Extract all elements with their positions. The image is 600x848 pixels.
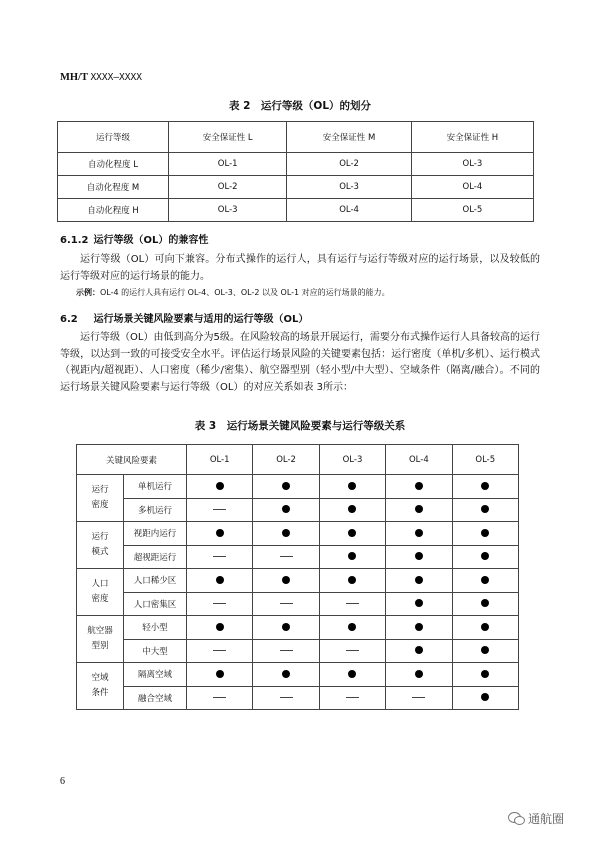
table3-element-cell: 单机运行 — [124, 475, 187, 499]
table3-header-label: 关键风险要素 — [77, 445, 187, 475]
applicable-dot-icon — [415, 529, 423, 537]
table3-mark-cell — [386, 639, 452, 663]
applicable-dot-icon — [216, 482, 224, 490]
table2-cell: OL-3 — [169, 199, 287, 222]
table3-mark-cell — [386, 663, 452, 687]
table3-mark-cell — [319, 663, 385, 687]
table2-cell: OL-3 — [411, 153, 533, 176]
example-label: 示例： — [76, 288, 100, 297]
applicable-dot-icon — [481, 670, 489, 678]
applicable-dot-icon — [348, 529, 356, 537]
section-6-1-2-example — [76, 287, 546, 298]
table2-cell: OL-2 — [287, 153, 411, 176]
applicable-dot-icon — [216, 576, 224, 584]
applicable-dot-icon — [481, 646, 489, 654]
table3-mark-cell — [187, 545, 253, 569]
section-6-1-2-paragraph: 运行等级（OL）可向下兼容。分布式操作的运行人，具有运行与运行等级对应的运行场景，以及较低的运行等级对应的运行场景的能力。 — [60, 254, 540, 282]
table3-mark-cell — [187, 663, 253, 687]
applicable-dot-icon — [348, 623, 356, 631]
table3-header-row — [77, 445, 519, 475]
table2-cell: 自动化程度 H — [58, 199, 169, 222]
table-row — [77, 663, 519, 687]
table3-level-header: OL-3 — [319, 445, 385, 475]
table3-mark-cell — [319, 498, 385, 522]
not-applicable-dash-icon — [213, 509, 226, 510]
table2-cell: OL-4 — [287, 199, 411, 222]
table3-mark-cell — [253, 569, 319, 593]
table3-category-cell: 空域 条件 — [77, 663, 124, 710]
not-applicable-dash-icon — [412, 697, 425, 698]
table3-mark-cell — [452, 639, 518, 663]
section-number: 6.1.2 — [60, 235, 89, 246]
not-applicable-dash-icon — [280, 556, 293, 557]
table2-cell: 自动化程度 M — [58, 176, 169, 199]
table2-cell: OL-3 — [287, 176, 411, 199]
applicable-dot-icon — [282, 529, 290, 537]
table-row — [58, 176, 534, 199]
standard-code-prefix: MH/T — [60, 72, 88, 83]
table2-ol-classification — [57, 121, 534, 222]
table3-mark-cell — [452, 569, 518, 593]
section-number: 6.2 — [60, 314, 78, 325]
table3-mark-cell — [187, 686, 253, 710]
table3-level-header: OL-5 — [452, 445, 518, 475]
table3-mark-cell — [187, 522, 253, 546]
table3-element-cell: 轻小型 — [124, 616, 187, 640]
table-row — [77, 569, 519, 593]
section-title: 运行等级（OL）的兼容性 — [93, 235, 209, 246]
section-6-1-2-heading — [60, 231, 208, 246]
table3-category-cell: 人口 密度 — [77, 569, 124, 616]
applicable-dot-icon — [415, 599, 423, 607]
table2-header-row — [58, 122, 534, 153]
applicable-dot-icon — [481, 552, 489, 560]
table3-mark-cell — [452, 522, 518, 546]
applicable-dot-icon — [216, 623, 224, 631]
table3-mark-cell — [319, 522, 385, 546]
applicable-dot-icon — [415, 482, 423, 490]
table3-category-cell: 运行 密度 — [77, 475, 124, 522]
applicable-dot-icon — [282, 623, 290, 631]
table3-mark-cell — [187, 639, 253, 663]
table3-mark-cell — [319, 686, 385, 710]
table3-mark-cell — [452, 475, 518, 499]
table3-mark-cell — [386, 592, 452, 616]
table3-risk-elements — [76, 444, 519, 710]
applicable-dot-icon — [415, 505, 423, 513]
standard-code — [60, 72, 142, 83]
table3-element-cell: 视距内运行 — [124, 522, 187, 546]
applicable-dot-icon — [282, 670, 290, 678]
table3-mark-cell — [187, 616, 253, 640]
table3-mark-cell — [187, 498, 253, 522]
table3-mark-cell — [386, 686, 452, 710]
table2-cell: 自动化程度 L — [58, 153, 169, 176]
table3-element-cell: 人口稀少区 — [124, 569, 187, 593]
not-applicable-dash-icon — [213, 603, 226, 604]
section-6-2-paragraph: 运行等级（OL）由低到高分为5级。在风险较高的场景开展运行，需要分布式操作运行人具备较高的运行等级，以达到一致的可接受安全水平。评估运行场景风险的关键要素包括：运行密度（单机/多机）、运行模式（视距内/超视距）、人口密度（稀少/密集）、航空器型别（轻小型/中大型）、空域条件（隔离/融合）。不同的运行场景关键风险要素与运行等级（OL）的对应关系如表 3所示： — [60, 332, 540, 393]
table3-mark-cell — [386, 569, 452, 593]
table3-mark-cell — [452, 592, 518, 616]
table-row — [58, 153, 534, 176]
table2-title: 表 2 运行等级（OL）的划分 — [228, 100, 372, 112]
table-row — [77, 522, 519, 546]
not-applicable-dash-icon — [346, 603, 359, 604]
table3-mark-cell — [452, 545, 518, 569]
example-text: OL-4 的运行人具有运行 OL-4、OL-3、OL-2 以及 OL-1 对应的运行场景的能力。 — [100, 288, 390, 297]
applicable-dot-icon — [415, 576, 423, 584]
applicable-dot-icon — [216, 670, 224, 678]
applicable-dot-icon — [216, 529, 224, 537]
applicable-dot-icon — [282, 505, 290, 513]
applicable-dot-icon — [282, 576, 290, 584]
table3-mark-cell — [386, 498, 452, 522]
applicable-dot-icon — [348, 670, 356, 678]
table3-level-header: OL-2 — [253, 445, 319, 475]
table2-cell: OL-2 — [169, 176, 287, 199]
not-applicable-dash-icon — [213, 556, 226, 557]
table2-cell: OL-1 — [169, 153, 287, 176]
table-row — [77, 639, 519, 663]
table3-element-cell: 中大型 — [124, 639, 187, 663]
applicable-dot-icon — [282, 482, 290, 490]
page-number: 6 — [60, 776, 65, 787]
table3-element-cell: 融合空域 — [124, 686, 187, 710]
table3-mark-cell — [253, 475, 319, 499]
table-row — [77, 498, 519, 522]
table3-element-cell: 超视距运行 — [124, 545, 187, 569]
applicable-dot-icon — [348, 552, 356, 560]
table3-mark-cell — [187, 569, 253, 593]
table3-title: 表 3 运行场景关键风险要素与运行等级关系 — [194, 420, 406, 432]
not-applicable-dash-icon — [213, 650, 226, 651]
applicable-dot-icon — [481, 693, 489, 701]
not-applicable-dash-icon — [346, 697, 359, 698]
wechat-icon — [508, 812, 524, 825]
not-applicable-dash-icon — [280, 650, 293, 651]
table3-mark-cell — [319, 475, 385, 499]
applicable-dot-icon — [415, 552, 423, 560]
applicable-dot-icon — [481, 599, 489, 607]
table3-mark-cell — [319, 616, 385, 640]
table3-mark-cell — [253, 498, 319, 522]
table3-element-cell: 人口密集区 — [124, 592, 187, 616]
table-row — [58, 199, 534, 222]
table2-header-cell: 运行等级 — [58, 122, 169, 153]
table3-mark-cell — [452, 686, 518, 710]
table3-mark-cell — [319, 639, 385, 663]
table3-mark-cell — [386, 545, 452, 569]
table2-cell: OL-4 — [411, 176, 533, 199]
table3-mark-cell — [253, 522, 319, 546]
applicable-dot-icon — [415, 623, 423, 631]
table-row — [77, 592, 519, 616]
table3-mark-cell — [452, 663, 518, 687]
table3-mark-cell — [253, 639, 319, 663]
table-row — [77, 475, 519, 499]
table3-mark-cell — [253, 616, 319, 640]
applicable-dot-icon — [348, 576, 356, 584]
table3-mark-cell — [386, 475, 452, 499]
table3-mark-cell — [253, 592, 319, 616]
table3-mark-cell — [253, 663, 319, 687]
table3-mark-cell — [452, 616, 518, 640]
standard-code-number: XXXX—XXXX — [90, 72, 142, 83]
table3-mark-cell — [319, 545, 385, 569]
not-applicable-dash-icon — [213, 697, 226, 698]
watermark-text: 通航圈 — [528, 812, 565, 826]
table3-mark-cell — [319, 592, 385, 616]
table-row — [77, 686, 519, 710]
table3-category-cell: 航空器 型别 — [77, 616, 124, 663]
applicable-dot-icon — [415, 646, 423, 654]
table2-header-cell: 安全保证性 M — [287, 122, 411, 153]
table3-mark-cell — [253, 545, 319, 569]
table3-level-header: OL-1 — [187, 445, 253, 475]
section-6-2-heading — [60, 310, 308, 325]
applicable-dot-icon — [415, 670, 423, 678]
table3-level-header: OL-4 — [386, 445, 452, 475]
table3-mark-cell — [187, 475, 253, 499]
table3-mark-cell — [452, 498, 518, 522]
table-row — [77, 616, 519, 640]
applicable-dot-icon — [481, 529, 489, 537]
watermark — [508, 810, 564, 827]
section-title: 运行场景关键风险要素与适用的运行等级（OL） — [93, 314, 309, 325]
applicable-dot-icon — [481, 623, 489, 631]
table2-header-cell: 安全保证性 L — [169, 122, 287, 153]
table3-mark-cell — [187, 592, 253, 616]
applicable-dot-icon — [481, 576, 489, 584]
applicable-dot-icon — [348, 505, 356, 513]
table2-header-cell: 安全保证性 H — [411, 122, 533, 153]
table3-element-cell: 隔离空域 — [124, 663, 187, 687]
table3-mark-cell — [319, 569, 385, 593]
not-applicable-dash-icon — [280, 697, 293, 698]
applicable-dot-icon — [481, 482, 489, 490]
table-row — [77, 545, 519, 569]
table3-mark-cell — [253, 686, 319, 710]
table3-mark-cell — [386, 522, 452, 546]
applicable-dot-icon — [348, 482, 356, 490]
table2-cell: OL-5 — [411, 199, 533, 222]
not-applicable-dash-icon — [280, 603, 293, 604]
table3-element-cell: 多机运行 — [124, 498, 187, 522]
applicable-dot-icon — [481, 505, 489, 513]
not-applicable-dash-icon — [346, 650, 359, 651]
table3-category-cell: 运行 模式 — [77, 522, 124, 569]
table3-mark-cell — [386, 616, 452, 640]
